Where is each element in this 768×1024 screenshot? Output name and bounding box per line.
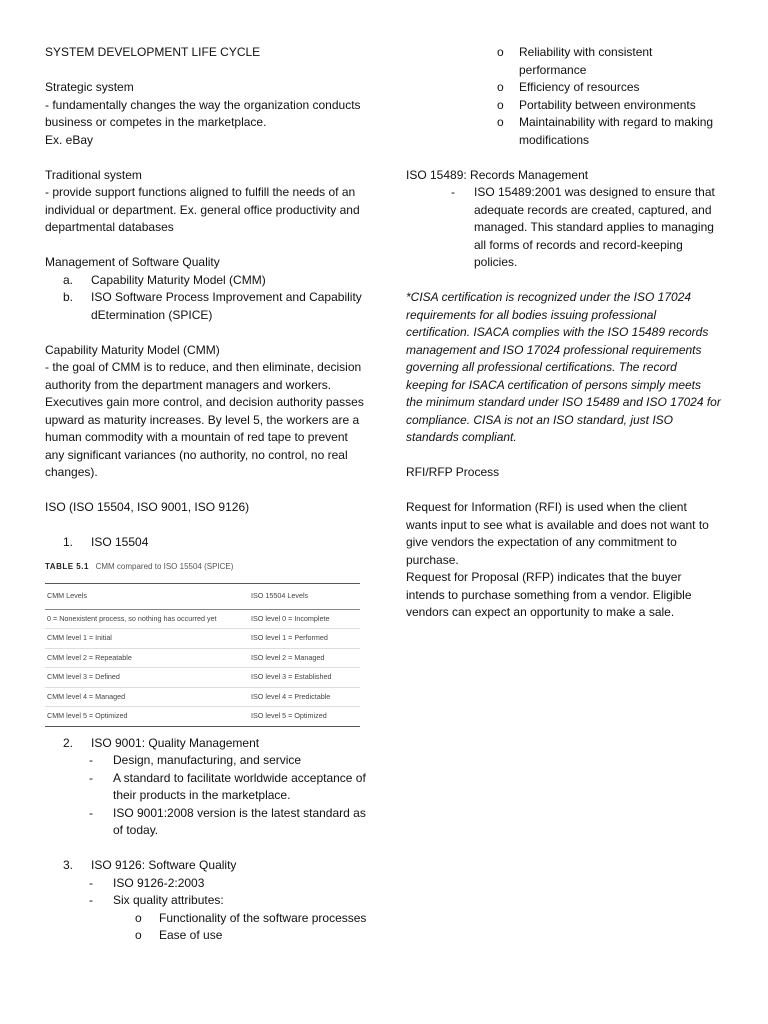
table-cell: ISO level 3 = Established (249, 668, 360, 688)
quality-attributes-continued (406, 44, 721, 149)
dash-marker: - (89, 875, 93, 890)
table-row (45, 648, 360, 668)
numbered-item-text: ISO 15504 (91, 535, 149, 549)
circle-bullet-icon: o (135, 928, 142, 942)
dash-item (406, 184, 721, 272)
table-cell: ISO level 5 = Optimized (249, 707, 360, 727)
circle-bullet-item (45, 910, 367, 928)
cmm-comparison-table (45, 583, 360, 727)
dash-marker: - (89, 770, 93, 785)
dash-item-text: ISO 9001:2008 version is the latest standard as of today. (113, 805, 366, 837)
table-header: ISO 15504 Levels (249, 584, 360, 610)
circle-bullet-text: Maintainability with regard to making modifications (519, 115, 714, 147)
rfi-text: is used when the client wants input to see what is available and does not want to give vendors the expectation of any commitment to purchase. (406, 500, 709, 567)
dash-item (45, 752, 367, 770)
dash-item (45, 875, 367, 893)
traditional-body: - provide support functions aligned to fulfill the needs of an individual or department. Ex. general office productivity and departmental databases (45, 185, 360, 234)
rfi-term: Request for Information (RFI) (406, 500, 563, 514)
table-cell: ISO level 4 = Predictable (249, 687, 360, 707)
dash-item-text: ISO 15489:2001 was designed to ensure that adequate records are created, captured, and managed. This standard applies to managing all forms of records and record-keeping policies. (474, 185, 715, 269)
left-column (45, 44, 367, 945)
rfp-heading: RFI/RFP Process (406, 465, 500, 479)
iso-heading: ISO (ISO 15504, ISO 9001, ISO 9126) (45, 500, 250, 514)
numbered-item-text: ISO 9126: Software Quality (91, 858, 237, 872)
table-cell: CMM level 3 = Defined (45, 668, 249, 688)
dash-item-text: ISO 9126-2:2003 (113, 875, 205, 890)
cisa-note: *CISA certification is recognized under the ISO 17024 requirements for all bodies issuing professional certification. ISACA complies with the ISO 15489 records management and ISO 17024 professional requirements governing all professional certifications. The record keeping for ISACA certification of persons simply meets the minimum standard under ISO 15489 and ISO 17024 for compliance. CISA is not an ISO standard, just ISO standards compliant. (406, 290, 721, 444)
dash-marker: - (89, 805, 93, 820)
table-cell: ISO level 0 = Incomplete (249, 609, 360, 629)
circle-bullet-icon: o (497, 115, 504, 129)
dash-marker: - (89, 893, 93, 907)
dash-item-text: Six quality attributes: (113, 893, 224, 907)
management-heading: Management of Software Quality (45, 255, 220, 269)
circle-bullet-item (406, 97, 721, 115)
table-cell: ISO level 1 = Performed (249, 629, 360, 649)
table-caption (45, 558, 367, 576)
table-row (45, 629, 360, 649)
table-caption-label: TABLE 5.1 (45, 561, 89, 571)
dash-marker: - (89, 753, 93, 767)
numbered-item (45, 857, 367, 875)
management-list (45, 272, 367, 325)
list-marker: 3. (63, 858, 74, 872)
circle-bullet-text: Functionality of the software processes (159, 910, 367, 925)
list-marker: 2. (63, 735, 74, 750)
circle-bullet-text: Portability between environments (519, 97, 696, 112)
table-header: CMM Levels (45, 584, 249, 610)
circle-bullet-text: Ease of use (159, 928, 223, 942)
strategic-heading: Strategic system (45, 80, 134, 94)
circle-bullet-icon: o (135, 910, 142, 925)
traditional-heading: Traditional system (45, 167, 142, 182)
table-cell: CMM level 5 = Optimized (45, 707, 249, 727)
dash-item (45, 770, 367, 805)
list-marker: 1. (63, 535, 74, 549)
list-item-text: ISO Software Process Improvement and Capability dEtermination (SPICE) (91, 290, 362, 322)
numbered-item-text: ISO 9001: Quality Management (91, 735, 260, 750)
strategic-body: - fundamentally changes the way the organization conducts business or competes in the marketplace. (45, 97, 361, 129)
list-item-text: Capability Maturity Model (CMM) (91, 272, 266, 287)
table-row (45, 668, 360, 688)
table-cell: 0 = Nonexistent process, so nothing has occurred yet (45, 609, 249, 629)
dash-item-text: Design, manufacturing, and service (113, 753, 302, 767)
table-cell: CMM level 1 = Initial (45, 629, 249, 649)
table-row (45, 609, 360, 629)
table-row (45, 707, 360, 727)
table-cell: ISO level 2 = Managed (249, 648, 360, 668)
list-marker: b. (63, 290, 74, 304)
rfi-paragraph (406, 499, 721, 569)
strategic-example: Ex. eBay (45, 132, 94, 147)
rfp-term: Request for Proposal (RFP) (406, 570, 555, 584)
list-item (45, 289, 367, 324)
list-item (45, 272, 367, 290)
circle-bullet-icon: o (497, 97, 504, 112)
circle-bullet-item (406, 44, 721, 79)
table-caption-text: CMM compared to ISO 15504 (SPICE) (95, 561, 234, 571)
dash-marker: - (451, 185, 455, 199)
circle-bullet-item (406, 114, 721, 149)
numbered-item (45, 534, 367, 552)
rfp-text: indicates that the buyer intends to purchase something from a vendor. Eligible vendors can expect an opportunity to make a sale. (406, 570, 692, 619)
circle-bullet-item (45, 927, 367, 945)
circle-bullet-icon: o (497, 80, 504, 94)
right-column (406, 44, 721, 622)
rfp-paragraph (406, 569, 721, 622)
cmm-heading: Capability Maturity Model (CMM) (45, 342, 220, 357)
circle-bullet-text: Efficiency of resources (519, 80, 640, 94)
document-title: SYSTEM DEVELOPMENT LIFE CYCLE (45, 45, 261, 59)
dash-item (45, 805, 367, 840)
table-cell: CMM level 2 = Repeatable (45, 648, 249, 668)
dash-item-text: A standard to facilitate worldwide acceptance of their products in the marketplace. (113, 770, 366, 802)
circle-bullet-item (406, 79, 721, 97)
circle-bullet-icon: o (497, 45, 504, 59)
cmm-body: - the goal of CMM is to reduce, and then eliminate, decision authority from the department managers and workers. Executives gain more control, and decision authority passes upward as maturity increases. By level 5, the workers are a human commodity with a mountain of red tape to prevent any significant variances (no authority, no control, no real changes). (45, 360, 364, 479)
table-row (45, 687, 360, 707)
table-header-row (45, 584, 360, 610)
circle-bullet-text: Reliability with consistent performance (519, 45, 653, 77)
table-cell: CMM level 4 = Managed (45, 687, 249, 707)
numbered-item (45, 735, 367, 753)
dash-item (45, 892, 367, 910)
iso15489-heading: ISO 15489: Records Management (406, 167, 589, 182)
list-marker: a. (63, 272, 74, 287)
